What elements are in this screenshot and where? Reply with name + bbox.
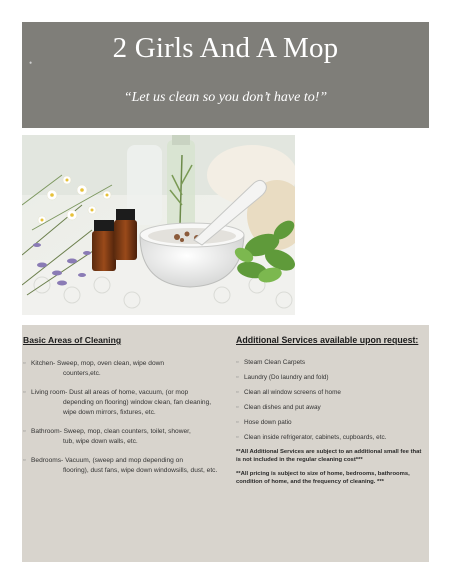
list-item-continuation: counters,etc. [63,370,101,377]
aromatherapy-photo [22,135,295,315]
bullet-icon: ▫ [23,389,26,396]
list-item [23,388,223,418]
list-item [236,388,424,397]
pricing-note: **All pricing is subject to size of home, bedrooms, bathrooms, condition of home, and the frequency of cleaning. *** [236,471,410,485]
list-item [236,358,424,367]
additional-services-heading: Additional Services available upon request: [236,335,419,345]
list-item-text: Clean inside refrigerator, cabinets, cupboards, etc. [244,434,387,441]
bullet-icon: ▫ [23,457,26,464]
list-item-text: Kitchen- Sweep, mop, oven clean, wipe down [31,360,165,367]
list-item-continuation: depending on flooring) window clean, fan cleaning, wipe down mirrors, fixtures, etc. [63,399,212,416]
list-item-text: Clean all window screens of home [244,389,341,396]
additional-fee-note: **All Additional Services are subject to an additional small fee that is not included in the regular cleaning cost*** [236,449,422,463]
list-item-text: Hose down patio [244,419,292,426]
additional-services-list [236,358,424,442]
list-item [236,418,424,427]
bullet-icon: ▫ [236,434,239,441]
list-item-text: Laundry (Do laundry and fold) [244,374,329,381]
list-item [236,433,424,442]
bullet-icon: ▫ [236,419,239,426]
list-item-text: Bedrooms- Vacuum, (sweep and mop depending on [31,457,183,464]
list-item [236,373,424,382]
list-item [23,427,223,447]
list-item-continuation: flooring), dust fans, wipe down windowsills, dust, etc. [63,467,218,474]
basic-areas-column [23,335,223,485]
list-item [23,359,223,379]
list-item-text: Clean dishes and put away [244,404,321,411]
bullet-icon: ▫ [236,374,239,381]
header-banner [22,22,429,128]
list-item-text: Steam Clean Carpets [244,359,306,366]
header-dot: • [29,58,33,68]
additional-services-column [236,335,424,492]
services-panel [22,325,429,562]
page-title: 2 Girls And A Mop [112,32,339,64]
list-item-continuation: tub, wipe down walls, etc. [63,438,138,445]
bullet-icon: ▫ [23,428,26,435]
bullet-icon: ▫ [23,360,26,367]
list-item-text: Bathroom- Sweep, mop, clean counters, toilet, shower, [31,428,191,435]
tagline: “Let us clean so you don’t have to!” [123,90,328,105]
list-item-text: Living room- Dust all areas of home, vacuum, (or mop [31,389,189,396]
bullet-icon: ▫ [236,359,239,366]
bullet-icon: ▫ [236,404,239,411]
list-item [236,403,424,412]
basic-areas-heading: Basic Areas of Cleaning [23,335,122,345]
bullet-icon: ▫ [236,389,239,396]
basic-areas-list [23,359,223,476]
list-item [23,456,223,476]
